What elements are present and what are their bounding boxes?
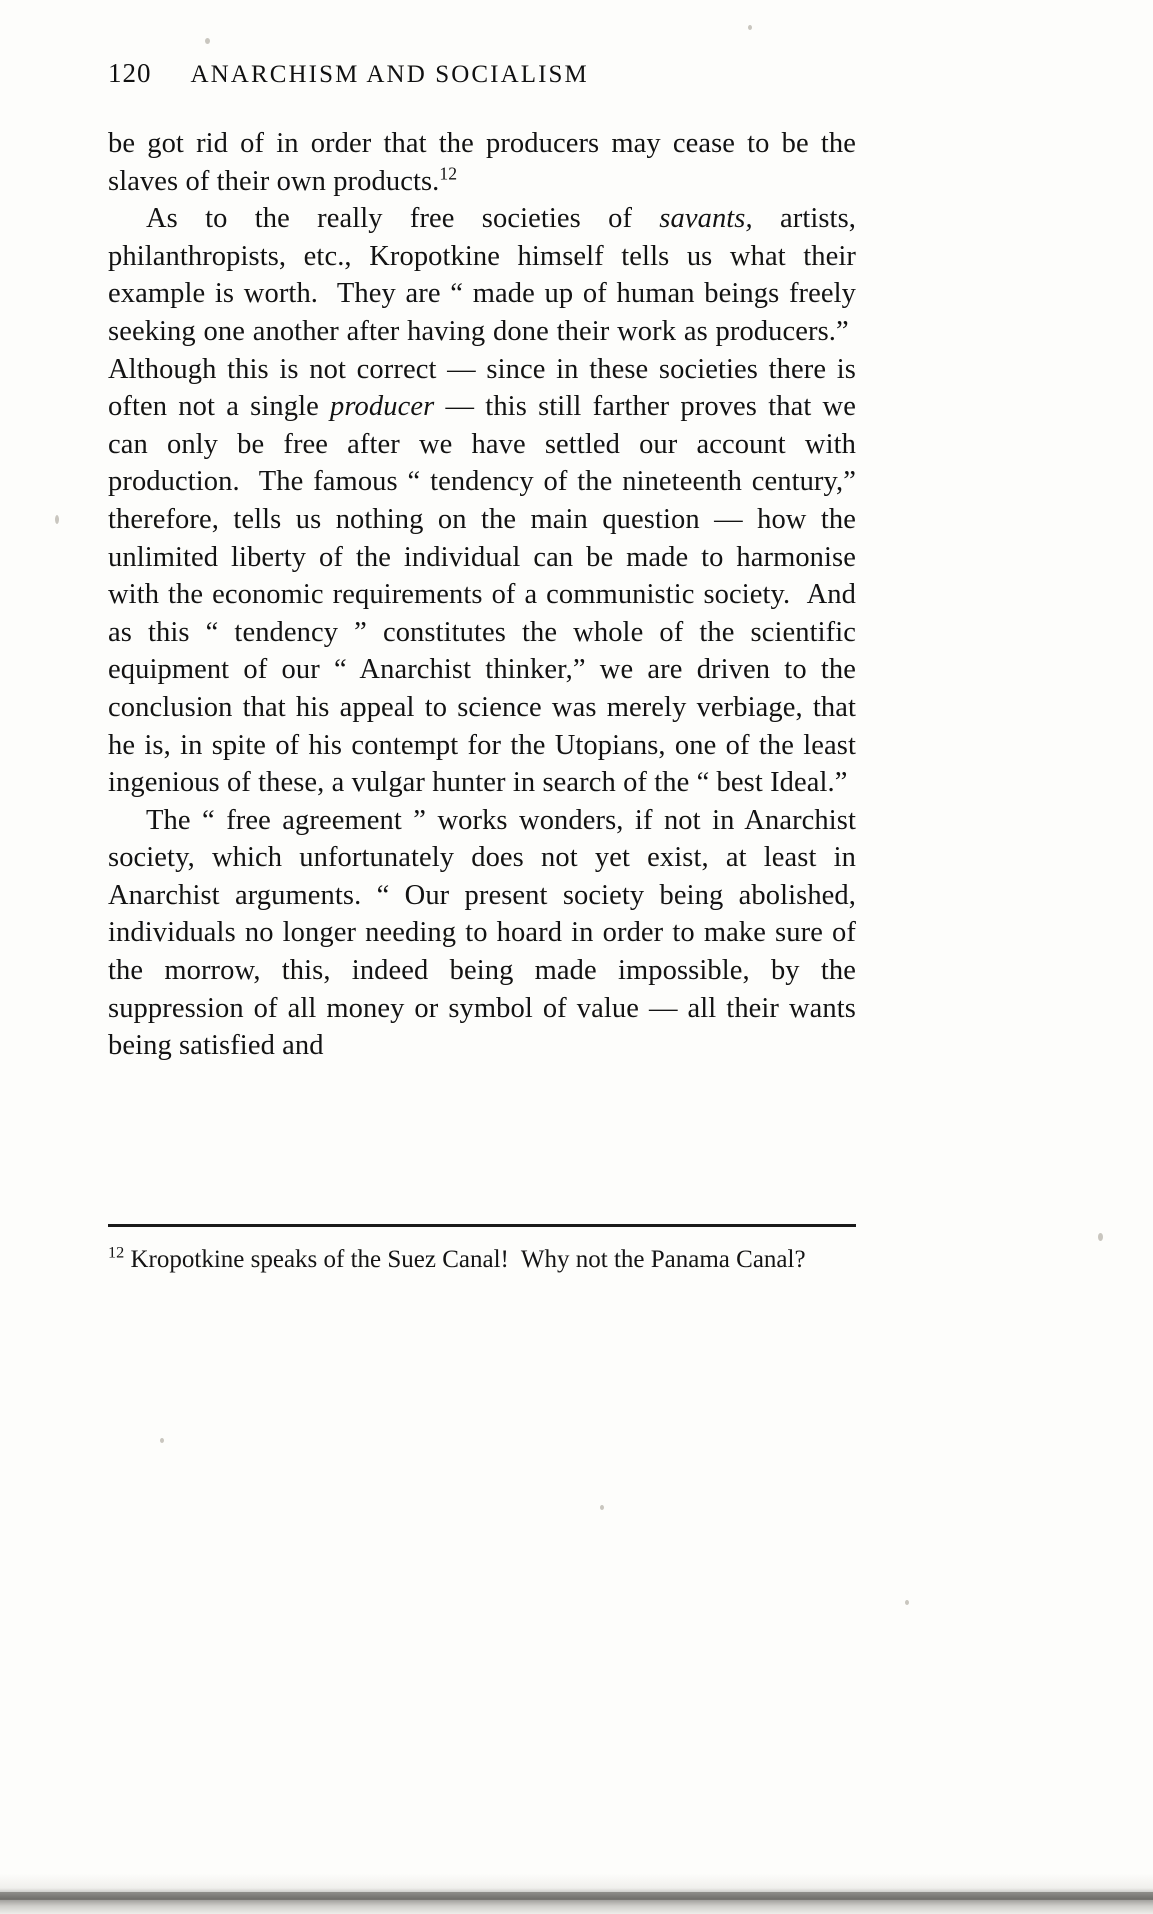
page-number: 120 [108, 58, 152, 88]
scan-speck [160, 1438, 164, 1443]
page-edge-shadow [0, 1874, 1153, 1914]
scan-speck [748, 25, 752, 30]
footnote: $^{12}$ Kropotkine speaks of the Suez Canal! Why not the Panama Canal? [108, 1243, 806, 1273]
scan-speck [205, 38, 210, 44]
paragraph-1: be got rid of in order that the producers may cease to be the slaves of their own products.$^{12}$ [108, 128, 856, 197]
body-text [108, 125, 856, 1065]
paragraph-3: The “ free agreement ” works wonders, if not in Anarchist society, which unfortunately does not yet exist, at least in Anarchist arguments. “ Our present society being abolished, individuals no longer needing to hoard in order to make sure of the morrow, this, indeed being made impossible, by the suppression of all money or symbol of value — all their wants being satisfied and [108, 804, 856, 1062]
running-head-title: ANARCHISM AND SOCIALISM [190, 61, 589, 88]
scan-speck [600, 1505, 604, 1510]
scan-speck [1098, 1233, 1103, 1241]
footnote-rule [108, 1224, 856, 1227]
paragraph-2: As to the really free societies of savants, artists, philanthropists, etc., Kropotkine himself tells us what their example is worth. They are “ made up of human beings freely seeking one another after having done their work as producers.” Although this is not correct — since in these societies there is often not a single producer — this still farther proves that we can only be free after we have settled our account with production. The famous “ tendency of the nineteenth century,” therefore, tells us nothing on the main question — how the unlimited liberty of the individual can be made to harmonise with the economic requirements of a communistic society. And as this “ tendency ” constitutes the whole of the scientific equipment of our “ Anarchist thinker,” we are driven to the conclusion that his appeal to science was merely verbiage, that he is, in spite of his contempt for the Utopians, one of the least ingenious of these, a vulgar hunter in search of the “ best Ideal.” [108, 203, 856, 799]
scan-speck [55, 515, 59, 524]
running-head [108, 58, 848, 89]
scan-speck [905, 1600, 909, 1605]
